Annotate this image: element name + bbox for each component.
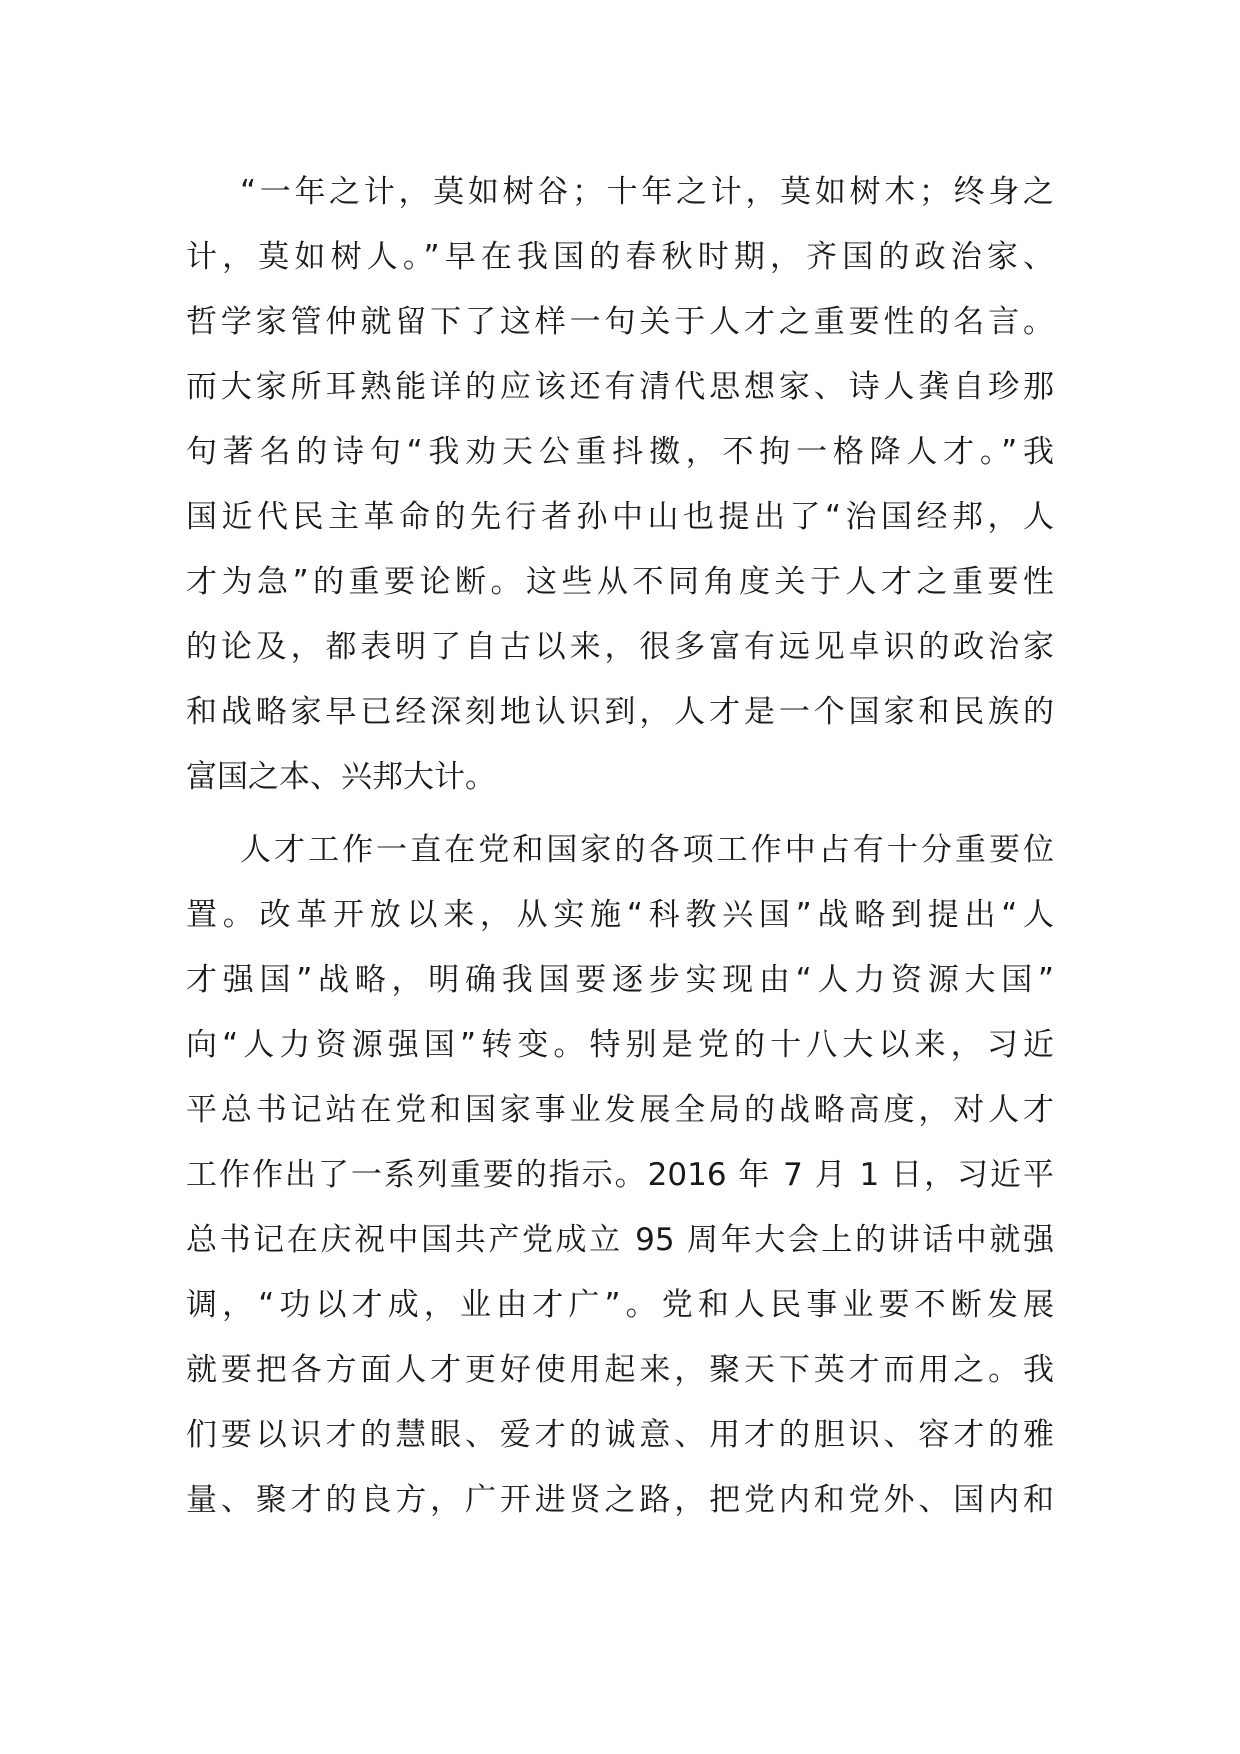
paragraph-line: 量、聚才的良方，广开进贤之路，把党内和党外、国内和 [186, 1482, 1054, 1518]
paragraph-line: 句著名的诗句“我劝天公重抖擞，不拘一格降人才。”我 [186, 434, 1054, 470]
paragraph-line: 富国之本、兴邦大计。 [186, 759, 496, 795]
paragraph-line: 向“人力资源强国”转变。特别是党的十八大以来，习近 [186, 1027, 1054, 1063]
paragraph-line: 总书记在庆祝中国共产党成立 95 周年大会上的讲话中就强 [186, 1222, 1054, 1258]
paragraph-line: 和战略家早已经深刻地认识到，人才是一个国家和民族的 [186, 694, 1054, 730]
paragraph-line: 调，“功以才成，业由才广”。党和人民事业要不断发展 [186, 1287, 1054, 1323]
paragraph-line: 的论及，都表明了自古以来，很多富有远见卓识的政治家 [186, 629, 1054, 665]
paragraph-line: 们要以识才的慧眼、爱才的诚意、用才的胆识、容才的雅 [186, 1417, 1054, 1453]
paragraph-line: 平总书记站在党和国家事业发展全局的战略高度，对人才 [186, 1092, 1054, 1128]
paragraph-line: 才强国”战略，明确我国要逐步实现由“人力资源大国” [186, 962, 1054, 998]
paragraph-line: 工作作出了一系列重要的指示。2016 年 7 月 1 日，习近平 [186, 1157, 1054, 1193]
paragraph-line: 置。改革开放以来，从实施“科教兴国”战略到提出“人 [186, 897, 1054, 933]
document-page [186, 160, 1054, 1533]
paragraph-line: 国近代民主革命的先行者孙中山也提出了“治国经邦，人 [186, 499, 1054, 535]
paragraph-line: “一年之计，莫如树谷；十年之计，莫如树木；终身之 [240, 174, 1054, 210]
paragraph-2 [186, 818, 1054, 1533]
paragraph-line: 计，莫如树人。”早在我国的春秋时期，齐国的政治家、 [186, 239, 1054, 275]
paragraph-line: 哲学家管仲就留下了这样一句关于人才之重要性的名言。 [186, 304, 1054, 340]
paragraph-line: 人才工作一直在党和国家的各项工作中占有十分重要位 [240, 832, 1054, 868]
paragraph-line: 才为急”的重要论断。这些从不同角度关于人才之重要性 [186, 564, 1054, 600]
paragraph-1 [186, 160, 1054, 810]
paragraph-line: 而大家所耳熟能详的应该还有清代思想家、诗人龚自珍那 [186, 369, 1054, 405]
paragraph-line: 就要把各方面人才更好使用起来，聚天下英才而用之。我 [186, 1352, 1054, 1388]
